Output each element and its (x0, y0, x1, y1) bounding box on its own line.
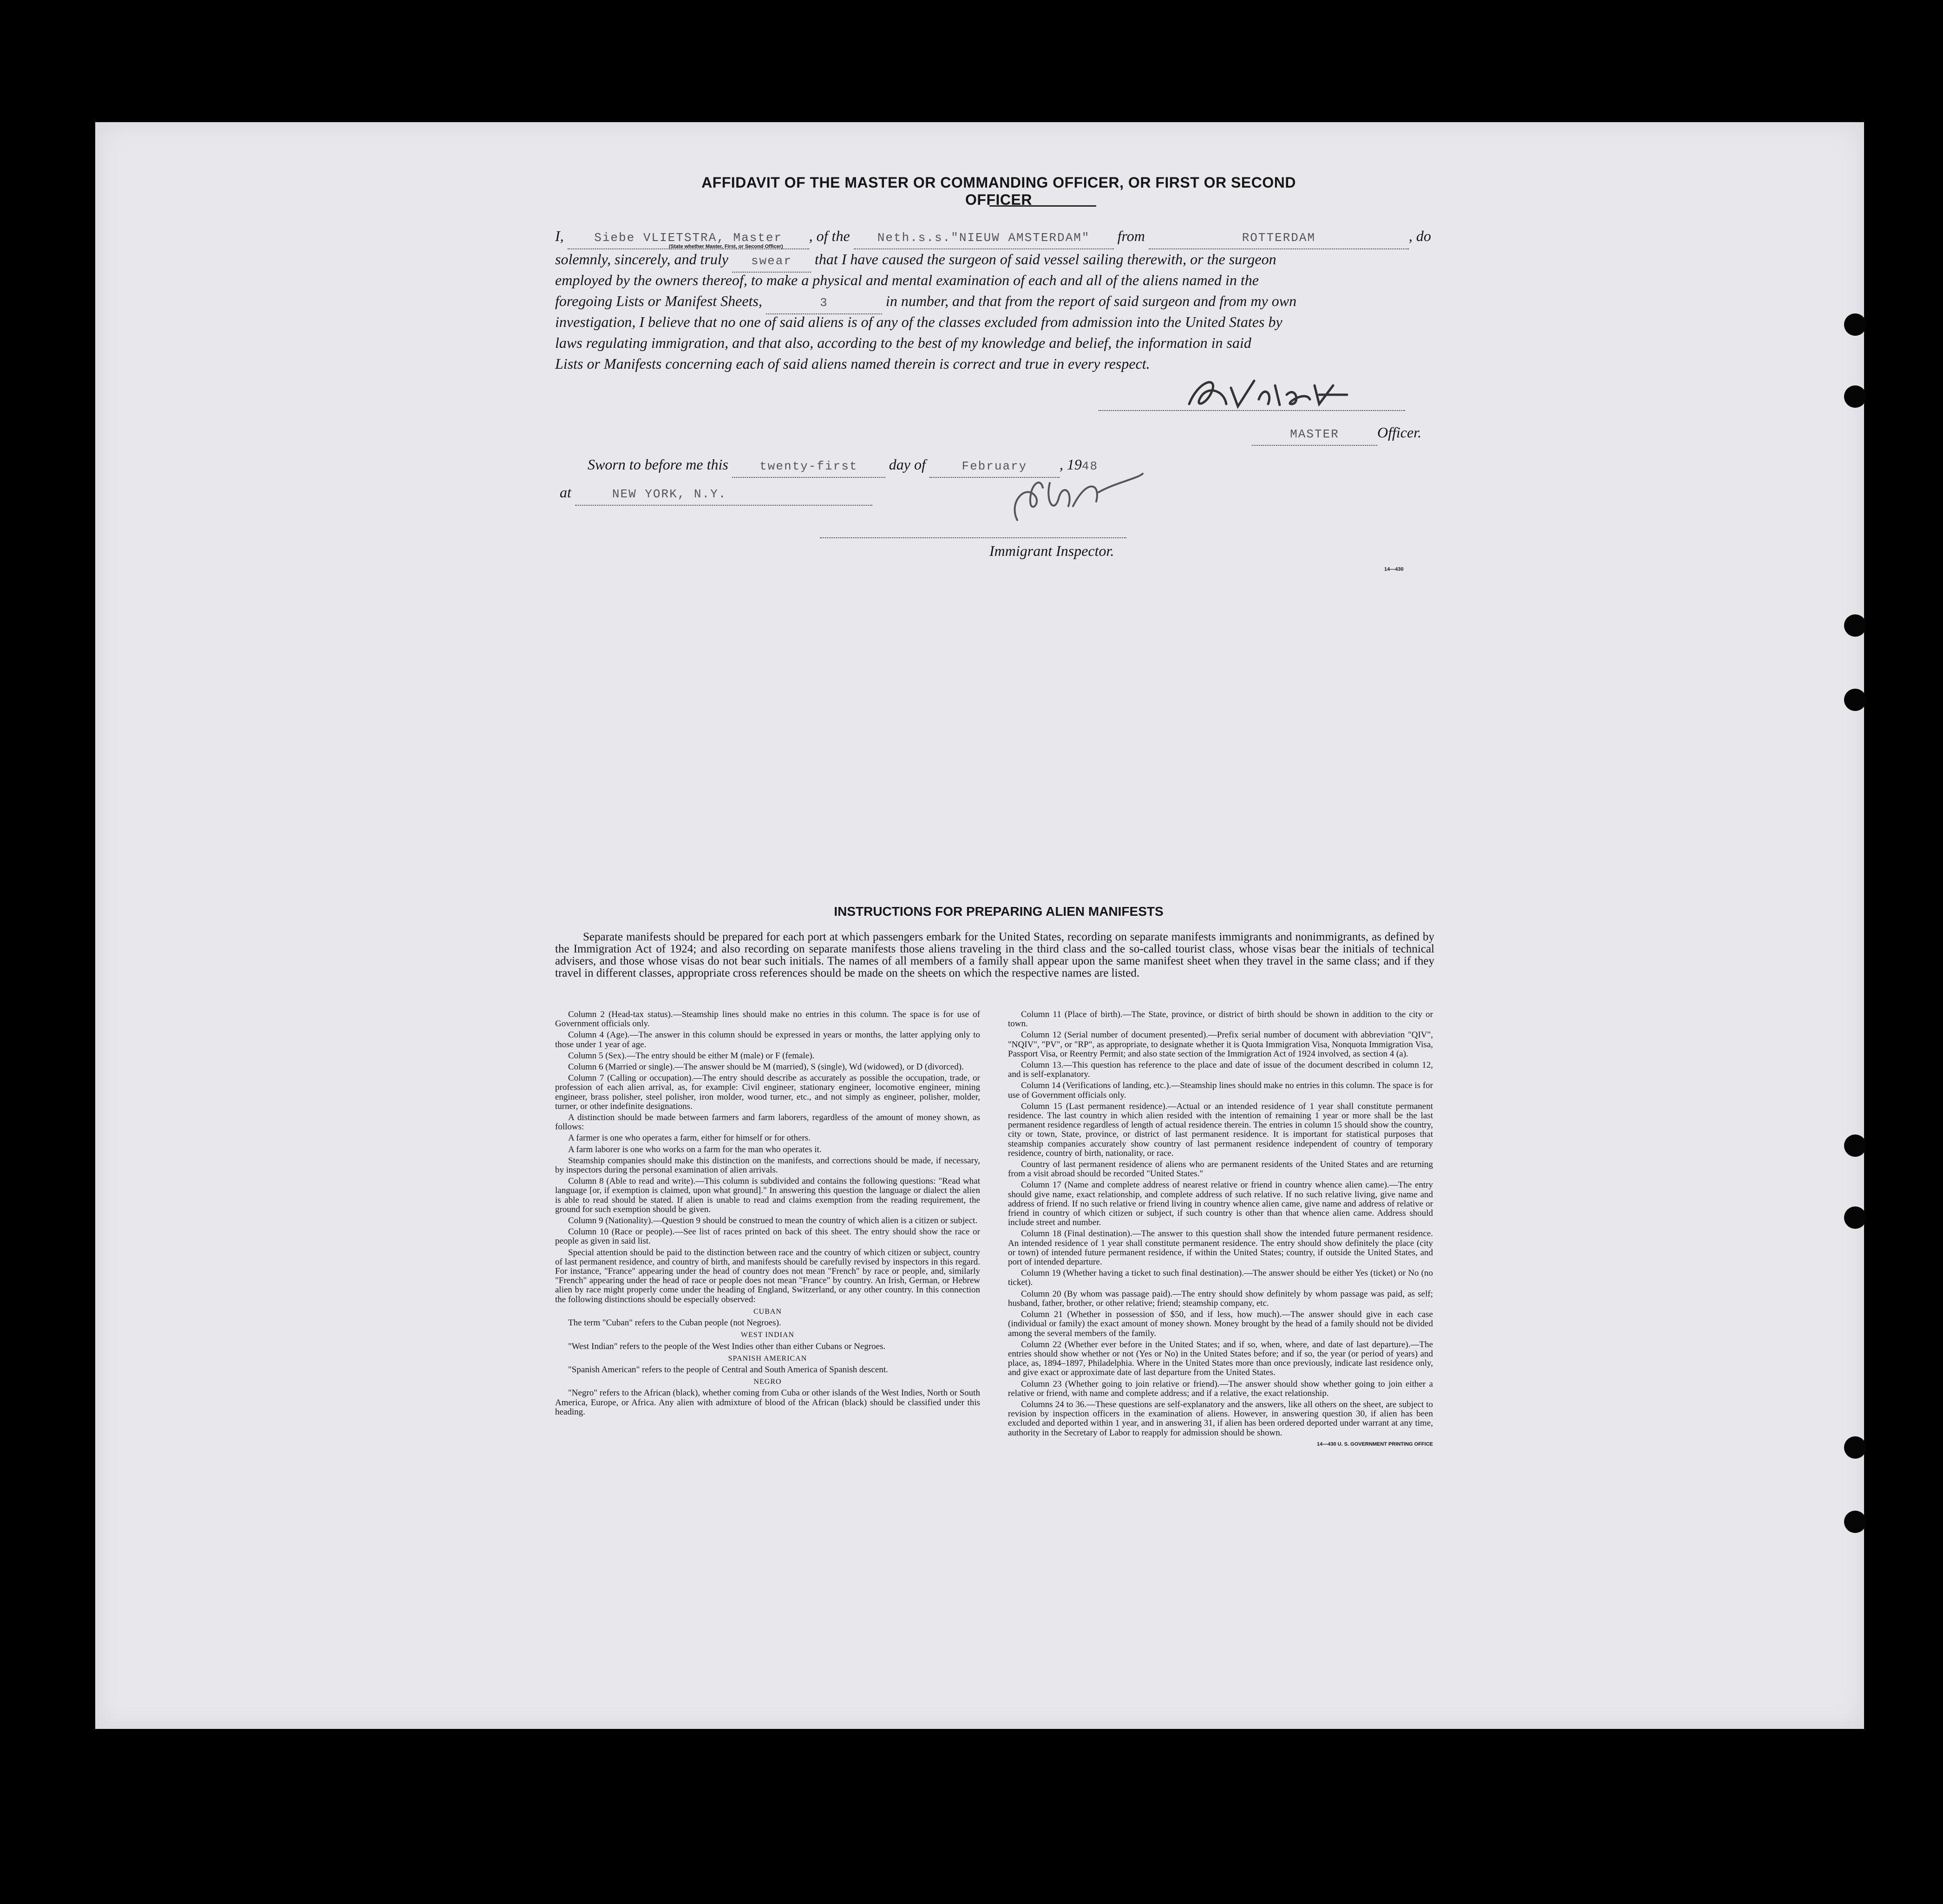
instruction-para: Column 5 (Sex).—The entry should be either M (male) or F (female). (568, 1050, 815, 1061)
text: in number, and that from the report of said surgeon and from my own (885, 293, 1297, 309)
place-field: NEW YORK, N.Y. (575, 483, 872, 506)
instruction-para: Column 11 (Place of birth).—The State, province, or district of birth should be shown in addition to the city or town. (1008, 1010, 1433, 1029)
instruction-para: Column 10 (Race or people).—See list of races printed on back of this sheet. The entry should show the race or people as given in said list. (555, 1227, 980, 1246)
punch-hole (1844, 1206, 1866, 1229)
instruction-para: Special attention should be paid to the distinction between race and the country of which citizen or subject, country of last permanent residence, and country of birth, and manifests should be carefully revised by inspectors in this regard. For instance, "France" appearing under the head of country does not mean "French" by race or people, and, similarly "French" appearing under the head of race or people does not mean "France" by country. An Irish, German, or Hebrew alien by race might properly come under the heading of England, Switzerland, or any other country. In this connection the following distinctions should be especially observed: (555, 1247, 980, 1304)
instruction-para: Column 13.—This question has reference to the place and date of issue of the document described in column 12, and is self-explanatory. (1008, 1060, 1433, 1080)
instructions-left-column (555, 1010, 980, 1419)
year-field: 48 (1081, 459, 1099, 473)
instruction-para: Column 12 (Serial number of document presented).—Prefix serial number of document with abbreviation "QIV", "NQIV", "PV", or "RP", as appropriate, to designate whether it is Quota Immigration Visa, Nonquota Immigration Visa, Passport Visa, or Reentry Permit; and also state section of the Immigration Act of 1924 involved, as section 4 (a). (1008, 1030, 1433, 1059)
port-field: ROTTERDAM (1149, 227, 1409, 249)
instruction-para: Country of last permanent residence of aliens who are permanent residents of the United States and are returning from a visit abroad should be recorded "United States." (1008, 1160, 1433, 1179)
instruction-para: A farm laborer is one who works on a farm for the man who operates it. (568, 1144, 822, 1154)
instruction-para: A distinction should be made between farmers and farm laborers, regardless of the amount of money shown, as follows: (555, 1113, 980, 1132)
text: day of (889, 456, 926, 473)
instruction-para: Column 15 (Last permanent residence).—Actual or an intended residence of 1 year shall constitute permanent residence. The last country in which alien resided with the intention of remaining 1 year or more shall be the last permanent residence regardless of length of actual residence therein. The entries in column 15 should show the country, city or town, State, province, or district of last permanent residence. It is important for statistical purposes that steamship companies accurately show country of last permanent residence independent of country of temporary residence, country of birth, nationality, or race. (1008, 1101, 1433, 1158)
printing-office-footer: 14—430 U. S. GOVERNMENT PRINTING OFFICE (1317, 1441, 1433, 1447)
text: that I have caused the surgeon of said vessel sailing therewith, or the surgeon (814, 251, 1276, 267)
punch-hole (1844, 313, 1866, 336)
instruction-para: Column 22 (Whether ever before in the United States; and if so, when, where, and date of last departure).—The entries should show whether or not (Yes or No) in the United States before; and if so, the year (or period of years) and place, as, 1894–1897, Philadelphia. Where in the United States more than once previously, indicate last residence only, and give exact or approximate date of last departure from the United States. (1008, 1339, 1433, 1378)
inspector-label: Immigrant Inspector. (989, 542, 1114, 559)
rank-note: (State whether Master, First, or Second Officer) (669, 244, 783, 249)
instruction-para: The term "Cuban" refers to the Cuban people (not Negroes). (568, 1318, 781, 1328)
instruction-para: Column 7 (Calling or occupation).—The entry should describe as accurately as possible the occupation, trade, or profession of each alien arrival, as, for example: Civil engineer, stationary engineer, locomotive engineer, mining engineer, brass polisher, steel polisher, iron molder, wood turner, etc., and not simply as engineer, polisher, molder, turner, or other indefinite designations. (555, 1073, 980, 1111)
heading-negro: NEGRO (753, 1378, 782, 1386)
text: I, (555, 228, 564, 244)
instruction-para: Column 23 (Whether going to join relative or friend).—The answer should show whether going to join either a relative or friend, with name and complete address; and if a relative, the exact relationship. (1008, 1379, 1433, 1398)
affidavit-line-6: laws regulating immigration, and that also, according to the best of my knowledge and belief, the information in said (555, 334, 1251, 351)
officer-rank-field: MASTER (1252, 424, 1377, 446)
heading-spanish-american: SPANISH AMERICAN (728, 1354, 807, 1363)
form-number: 14—430 (1384, 567, 1404, 572)
instruction-para: "West Indian" refers to the people of the West Indies other than either Cubans or Negroes. (568, 1341, 886, 1351)
text: , 19 (1059, 456, 1082, 473)
instruction-para: Column 2 (Head-tax status).—Steamship lines should make no entries in this column. The space is for use of Government officials only. (555, 1010, 980, 1029)
instruction-para: Column 20 (By whom was passage paid).—The entry should show definitely by whom passage was paid, as self; husband, father, brother, or other relative; friend; steamship company, etc. (1008, 1289, 1433, 1308)
text: at (560, 484, 571, 501)
instruction-para: A farmer is one who operates a farm, either for himself or for others. (568, 1133, 811, 1143)
affidavit-title: AFFIDAVIT OF THE MASTER OR COMMANDING OFFICER, OR FIRST OR SECOND OFFICER (701, 174, 1296, 208)
punch-hole (1844, 614, 1866, 637)
instruction-para: "Negro" refers to the African (black), whether coming from Cuba or other islands of the West Indies, North or South America, Europe, or Africa. Any alien with admixture of blood of the African (black) should be classified under this heading. (555, 1388, 980, 1417)
title-rule (989, 205, 1096, 207)
affidavit-line-3: employed by the owners thereof, to make a physical and mental examination of each and all of the aliens named in the (555, 272, 1259, 288)
text: foregoing Lists or Manifest Sheets, (555, 293, 762, 309)
inspector-signature (999, 464, 1152, 534)
instruction-para: Steamship companies should make this distinction on the manifests, and corrections should be made, if necessary, by inspectors during the personal examination of alien arrivals. (555, 1155, 980, 1175)
instruction-para: Column 4 (Age).—The answer in this column should be expressed in years or months, the latter applying only to those under 1 year of age. (555, 1030, 980, 1050)
master-signature (1180, 372, 1356, 418)
month-field: February (929, 456, 1060, 478)
instruction-para: Column 19 (Whether having a ticket to such final destination).—The answer should be either Yes (ticket) or No (no ticket). (1008, 1268, 1433, 1288)
text: , of the (809, 228, 850, 244)
instruction-para: Column 17 (Name and complete address of nearest relative or friend in country whence alien came).—The entry should give name, exact relationship, and complete address of such relative. If no such relative living, give name and address of friend. If no such relative or friend living in country whence alien came, give name and address of relative or friend in country of which citizen or subject, if such country is other than that whence alien came. Address should include street and number. (1008, 1180, 1433, 1228)
text: from (1117, 228, 1145, 244)
text: solemnly, sincerely, and truly (555, 251, 728, 267)
vessel-field: Neth.s.s."NIEUW AMSTERDAM" (854, 227, 1114, 249)
instruction-para: Column 18 (Final destination).—The answer to this question shall show the intended future permanent residence. An intended residence of 1 year shall constitute permanent residence. The entry should show definitely the place (city or town) of intended future permanent residence, if within the United States; country, if outside the United States, and port of intended departure. (1008, 1229, 1433, 1267)
instruction-para: Column 14 (Verifications of landing, etc.).—Steamship lines should make no entries in this column. The space is for use of Government officials only. (1008, 1081, 1433, 1100)
heading-cuban: CUBAN (753, 1307, 782, 1316)
officer-line (1252, 422, 1421, 446)
instruction-para: Column 6 (Married or single).—The answer should be M (married), S (single), Wd (widowed), or D (divorced). (568, 1062, 964, 1072)
punch-hole (1844, 1436, 1866, 1459)
instructions-intro: Separate manifests should be prepared for each port at which passengers embark for the United States, recording on separate manifests immigrants and nonimmigrants, as defined by the Immigration Act of 1924; and also recording on separate manifests those aliens traveling in the third class and the so-called tourist class, whose visas bear the initials of technical advisers, and those whose visas do not bear such initials. The names of all members of a family shall appear upon the same manifest sheet when they travel in the same class; and if they travel in different classes, appropriate cross references should be made on the sheets on which the respective names are listed. (555, 931, 1434, 979)
punch-hole (1844, 385, 1866, 408)
master-name-field: Siebe VLIETSTRA, Master (568, 227, 809, 249)
punch-hole (1844, 1511, 1866, 1533)
oath-field: swear (732, 250, 811, 273)
punch-hole (1844, 689, 1866, 711)
affidavit-line-5: investigation, I believe that no one of said aliens is of any of the classes excluded from admission into the United States by (555, 313, 1282, 330)
sheets-field: 3 (766, 292, 882, 314)
instruction-para: Column 9 (Nationality).—Question 9 should be construed to mean the country of which alien is a citizen or subject. (568, 1216, 978, 1226)
punch-hole (1844, 1135, 1866, 1157)
instructions-title: INSTRUCTIONS FOR PREPARING ALIEN MANIFESTS (834, 904, 1164, 919)
inspector-line (820, 537, 1126, 538)
text: Sworn to before me this (588, 456, 728, 473)
signature-line (1099, 410, 1405, 411)
instructions-right-column (1008, 1010, 1433, 1449)
instruction-para: Column 21 (Whether in possession of $50, and if less, how much).—The answer should give in each case (individual or family) the exact amount of money shown. Money brought by the head of a family should not be divided among the several members of the family. (1008, 1310, 1433, 1338)
at-line (560, 482, 872, 506)
affidavit-line-7: Lists or Manifests concerning each of said aliens named therein is correct and true in every respect. (555, 355, 1150, 372)
instruction-para: Column 8 (Able to read and write).—This column is subdivided and contains the following questions: "Read what language [or, if exemption is claimed, upon what ground]." In answering this question the language or dialect the alien is able to read should be stated. If alien is unable to read and claims exemption from the reading requirement, the ground for such exemption should be given. (555, 1176, 980, 1214)
text: Officer. (1377, 424, 1422, 441)
text: , do (1408, 228, 1431, 244)
instruction-para: Columns 24 to 36.—These questions are self-explanatory and the answers, like all others on the sheet, are subject to revision by inspection officers in the examination of aliens. However, in answering question 30, if alien has been excluded and deported within 1 year, and in answering 31, if alien has been ordered deported under warrant at any time, authority in the Secretary of Labor to reapply for admission should be shown. (1008, 1399, 1433, 1438)
instruction-para: "Spanish American" refers to the people of Central and South America of Spanish descent. (568, 1364, 888, 1375)
heading-west-indian: WEST INDIAN (740, 1331, 795, 1339)
day-field: twenty-first (732, 456, 885, 478)
